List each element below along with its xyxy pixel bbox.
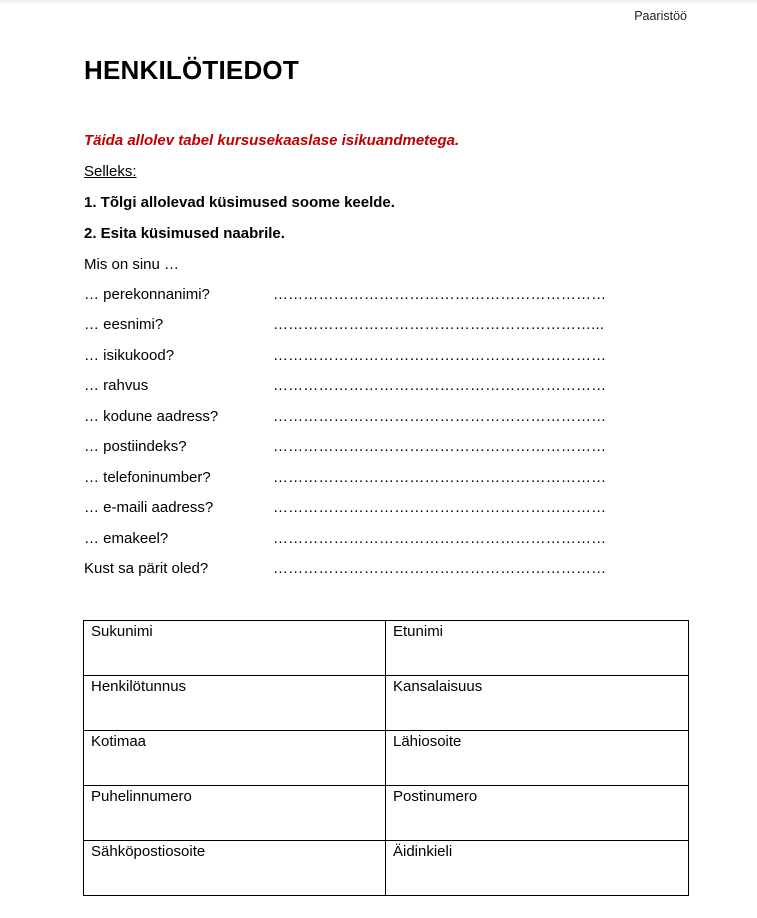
question-label: … eesnimi?: [84, 316, 164, 333]
question-label: … e-maili aadress?: [84, 499, 214, 516]
question-label: … emakeel?: [84, 530, 169, 547]
question-row: [84, 347, 644, 369]
question-row: [84, 286, 644, 308]
selleks-label: Selleks:: [84, 163, 137, 180]
table-row: [84, 621, 689, 676]
question-label: Kust sa pärit oled?: [84, 560, 209, 577]
personal-info-table: [83, 620, 689, 896]
table-cell-sahkopostiosoite[interactable]: Sähköpostiosoite: [84, 841, 386, 896]
table-row: [84, 786, 689, 841]
question-label: … postiindeks?: [84, 438, 187, 455]
question-row: [84, 438, 644, 460]
page-title: HENKILÖTIEDOT: [84, 55, 299, 85]
table-row: [84, 676, 689, 731]
answer-line[interactable]: …………………………………………………………: [273, 347, 607, 364]
table-row: [84, 731, 689, 786]
answer-line[interactable]: …………………………………………………………: [273, 438, 607, 455]
instruction-text: Täida allolev tabel kursusekaaslase isikuandmetega.: [84, 132, 460, 149]
table-cell-postinumero[interactable]: Postinumero: [386, 786, 689, 841]
answer-line[interactable]: …………………………………………………………: [273, 408, 607, 425]
answer-line[interactable]: …………………………………………………………: [273, 377, 607, 394]
answer-line[interactable]: …………………………………………………………: [273, 286, 607, 303]
table-cell-puhelinnumero[interactable]: Puhelinnumero: [84, 786, 386, 841]
question-label: … kodune aadress?: [84, 408, 219, 425]
question-label: … telefoninumber?: [84, 469, 211, 486]
step-1: 1. Tõlgi allolevad küsimused soome keelde.: [84, 194, 395, 211]
step-2: 2. Esita küsimused naabrile.: [84, 225, 285, 242]
question-label: … isikukood?: [84, 347, 175, 364]
question-row: [84, 560, 644, 582]
table-cell-lahiosoite[interactable]: Lähiosoite: [386, 731, 689, 786]
question-row: [84, 377, 644, 399]
answer-line[interactable]: …………………………………………………………: [273, 469, 607, 486]
question-row: [84, 316, 644, 338]
question-label: … rahvus: [84, 377, 149, 394]
answer-line[interactable]: …………………………………………………………: [273, 530, 607, 547]
question-row: [84, 408, 644, 430]
question-label: … perekonnanimi?: [84, 286, 210, 303]
table-cell-kotimaa[interactable]: Kotimaa: [84, 731, 386, 786]
table-cell-etunimi[interactable]: Etunimi: [386, 621, 689, 676]
top-shadow: [0, 0, 757, 5]
answer-line[interactable]: ………………………………………………………...: [273, 316, 605, 333]
table-cell-sukunimi[interactable]: Sukunimi: [84, 621, 386, 676]
table-cell-aidinkieli[interactable]: Äidinkieli: [386, 841, 689, 896]
page-header-label: Paaristöö: [634, 9, 687, 23]
question-row: [84, 469, 644, 491]
table-cell-kansalaisuus[interactable]: Kansalaisuus: [386, 676, 689, 731]
question-intro: Mis on sinu …: [84, 256, 180, 273]
answer-line[interactable]: …………………………………………………………: [273, 560, 607, 577]
question-row: [84, 530, 644, 552]
answer-line[interactable]: …………………………………………………………: [273, 499, 607, 516]
question-row: [84, 499, 644, 521]
table-cell-henkilotunnus[interactable]: Henkilötunnus: [84, 676, 386, 731]
table-row: [84, 841, 689, 896]
